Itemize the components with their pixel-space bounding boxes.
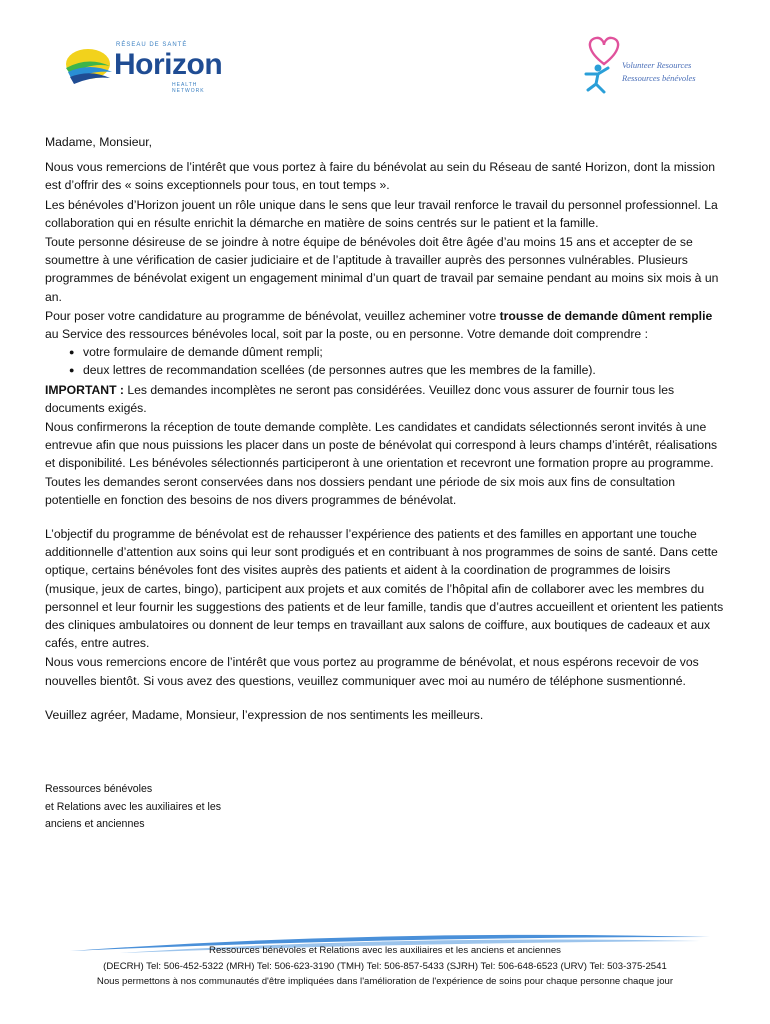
important-note <box>45 381 725 417</box>
footer-line-1: Ressources bénévoles et Relations avec les auxiliaires et les anciens et anciennes <box>209 945 561 956</box>
logo-wordmark: Horizon <box>114 48 223 81</box>
paragraph-4-bold: trousse de demande dûment remplie <box>499 308 713 323</box>
paragraph-1: Nous vous remercions de l’intérêt que vous portez à faire du bénévolat au sein du Réseau de santé Horizon, dont la mission est d’offrir des « soins exceptionnels pour tous, en tout temps ». <box>45 160 716 193</box>
salutation: Madame, Monsieur, <box>45 135 153 149</box>
closing: Veuillez agréer, Madame, Monsieur, l’expression de nos sentiments les meilleurs. <box>45 707 484 722</box>
volunteer-resources-logo <box>580 34 710 98</box>
paragraph-4 <box>45 307 725 343</box>
paragraph-3: Toute personne désireuse de se joindre à notre équipe de bénévoles doit être âgée d’au moins 15 ans et accepter de se soumettre à une vérification de casier judiciaire et de l’aptitude à travailler auprès des personnes vulnérables. Plusieurs programmes de bénévolat exigent un engagement minimal d’un quart de travail par semaine pendant au moins six mois à un an. <box>45 235 719 304</box>
list-item: ● votre formulaire de demande dûment rempli; <box>83 343 725 361</box>
logo-line-1: Volunteer Resources <box>622 60 692 70</box>
footer <box>0 943 770 990</box>
signature-line-2: et Relations avec les auxiliaires et les <box>45 800 222 813</box>
list-item: ● deux lettres de recommandation scellées (de personnes autres que les membres de la famille). <box>83 361 725 379</box>
paragraph-7: Nous vous remercions encore de l’intérêt que vous portez au programme de bénévolat, et nous espérons recevoir de vos nouvelles bientôt. Si vous avez des questions, veuillez communiquer avec moi au numéro de téléphone susmentionné. <box>45 655 699 688</box>
logo-bottom-text: HEALTH NETWORK <box>172 82 205 94</box>
requirements-list <box>45 343 725 379</box>
important-text: Les demandes incomplètes ne seront pas considérées. Veuillez donc vous assurer de fournir tous les documents exigés. <box>45 382 675 415</box>
heart-figure-icon <box>582 34 626 96</box>
logo-top-text: RÉSEAU DE SANTÉ <box>116 42 188 48</box>
horizon-logo <box>62 42 232 94</box>
horizon-emblem-icon <box>62 42 114 94</box>
letter-body <box>45 133 725 724</box>
important-label: IMPORTANT : <box>45 382 124 397</box>
paragraph-2: Les bénévoles d’Horizon jouent un rôle unique dans le sens que leur travail renforce le travail du personnel professionnel. La collaboration qui en résulte enrichit la démarche en matière de soins centrés sur le patient et la famille. <box>45 197 718 230</box>
paragraph-4-end: au Service des ressources bénévoles local, soit par la poste, ou en personne. Votre demande doit comprendre : <box>45 327 648 342</box>
logo-line-2: Ressources bénévoles <box>622 73 696 83</box>
footer-contacts: (DECRH) Tel: 506-452-5322 (MRH) Tel: 506-623-3190 (TMH) Tel: 506-857-5433 (SJRH) Tel: 506-648-6523 (URV) Tel: 503-375-2541 <box>103 960 667 972</box>
signature-line-3: anciens et anciennes <box>45 818 145 831</box>
paragraph-5: Nous confirmerons la réception de toute demande complète. Les candidates et candidats sélectionnés seront invités à une entrevue afin que nous puissions les placer dans un poste de bénévolat qui correspond à leurs champs d’intérêt, réalisations et disponibilité. Les bénévoles sélectionnés participeront à une orientation et recevront une formation propre au programme. Toutes les demandes seront conservées dans nos dossiers pendant une période de six mois aux fins de consultation potentielle en fonction des besoins de nos divers programmes de bénévolat. <box>45 420 718 507</box>
signature-line-1: Ressources bénévoles <box>45 783 153 795</box>
signature-block <box>45 781 221 834</box>
paragraph-4-start: Pour poser votre candidature au programme de bénévolat, veuillez acheminer votre <box>45 308 500 323</box>
footer-tagline: Nous permettons à nos communautés d'être impliquées dans l'amélioration de l'expérience de soins pour chaque personne chaque jour <box>96 976 674 988</box>
paragraph-6: L’objectif du programme de bénévolat est de rehausser l’expérience des patients et des familles en apportant une touche additionnelle d’attention aux soins qui leur sont prodigués et en contribuant à nos programmes de soins de santé. Dans cette optique, certains bénévoles font des visites auprès des patients et aident à la coordination de programmes de loisirs (musique, jeux de cartes, bingo), participent aux projets et aux comités de l’hôpital afin de collaborer avec les membres du personnel et leur fournir les suggestions des patients et de leur famille, tandis que d’autres accueillent et orientent les patients des cliniques ambulatoires ou donnent de leur temps en travaillant aux salons de coiffure, aux boutiques de cadeaux et aux cafés, entre autres. <box>45 527 724 651</box>
